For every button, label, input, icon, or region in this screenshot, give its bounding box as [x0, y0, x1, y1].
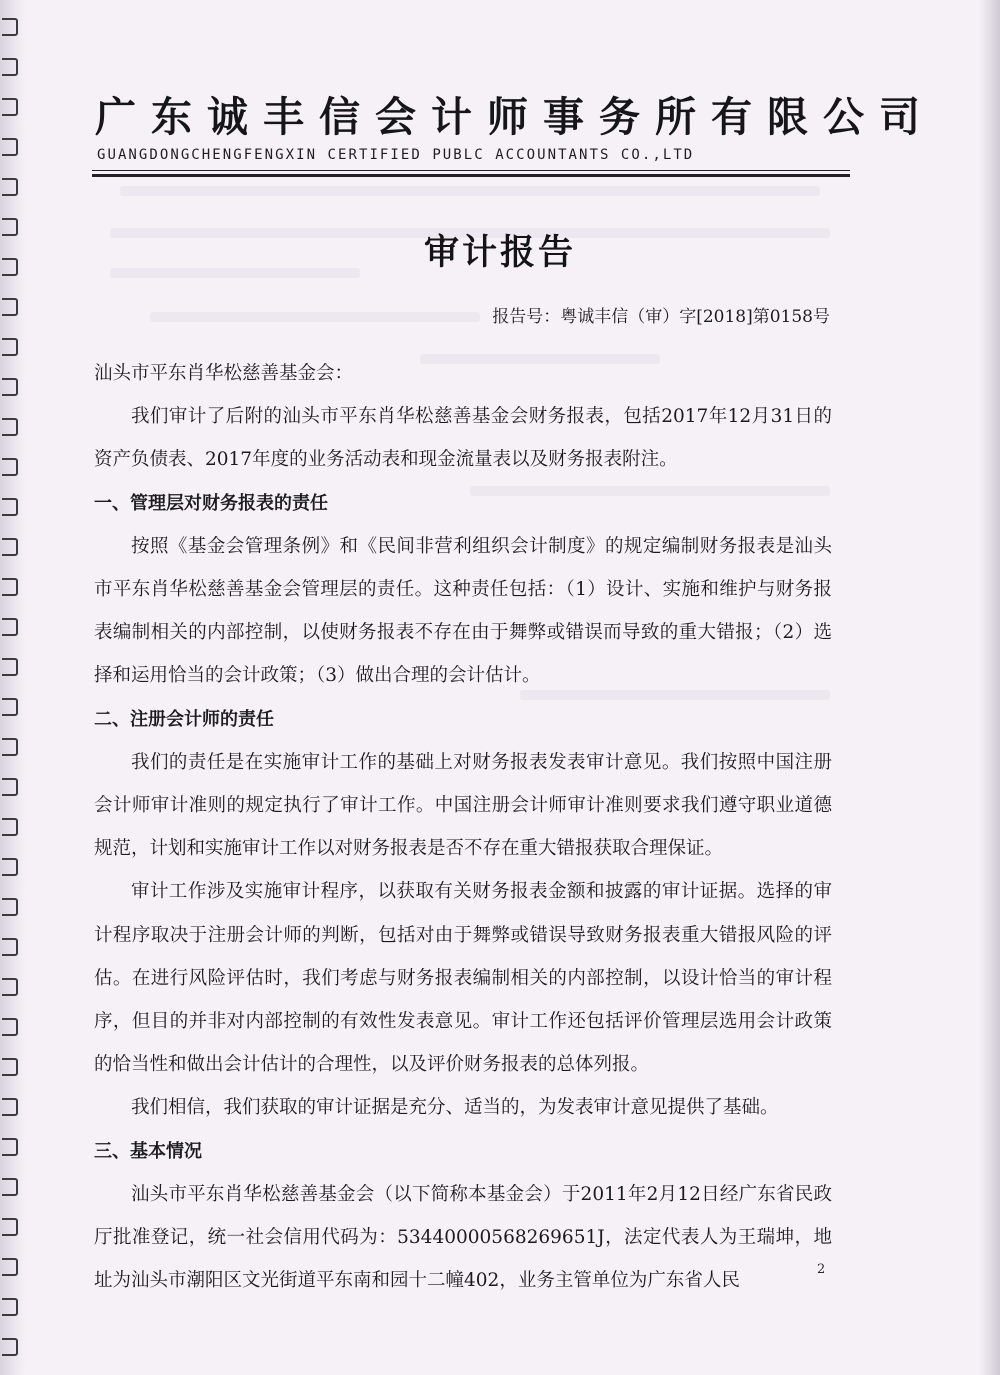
binding-ring — [2, 1138, 18, 1156]
binding-ring — [2, 578, 18, 596]
binding-edge — [0, 0, 26, 1375]
binding-ring — [2, 938, 18, 956]
binding-ring — [2, 178, 18, 196]
binding-ring — [2, 618, 18, 636]
binding-ring — [2, 978, 18, 996]
binding-ring — [2, 818, 18, 836]
bleed-through — [150, 312, 480, 322]
letterhead-rule-thin — [92, 170, 850, 171]
page-number: 2 — [817, 1262, 826, 1277]
binding-ring — [2, 458, 18, 476]
binding-ring — [2, 1298, 18, 1316]
binding-ring — [2, 658, 18, 676]
section-heading: 一、管理层对财务报表的责任 — [94, 492, 328, 514]
section-heading: 三、基本情况 — [94, 1140, 202, 1162]
binding-ring — [2, 1178, 18, 1196]
binding-ring — [2, 378, 18, 396]
paragraph: 按照《基金会管理条例》和《民间非营利组织会计制度》的规定编制财务报表是汕头市平东肖华松慈善基金会管理层的责任。这种责任包括：（1）设计、实施和维护与财务报表编制相关的内部控制，以使财务报表不存在由于舞弊或错误而导致的重大错报；（2）选择和运用恰当的会计政策；（3）做出合理的会计估计。 — [94, 535, 832, 687]
binding-ring — [2, 858, 18, 876]
page-edge-shadow — [978, 0, 1000, 1375]
binding-ring — [2, 738, 18, 756]
report-body — [94, 352, 832, 1302]
firm-name-en: GUANGDONGCHENGFENGXIN CERTIFIED PUBLC ACCOUNTANTS CO.,LTD — [97, 147, 695, 163]
firm-name-cn: 广东诚丰信会计师事务所有限公司 — [95, 93, 935, 141]
document-title: 审计报告 — [423, 233, 576, 273]
paragraph: 审计工作涉及实施审计程序，以获取有关财务报表金额和披露的审计证据。选择的审计程序取决于注册会计师的判断，包括对由于舞弊或错误导致财务报表重大错报风险的评估。在进行风险评估时，我们考虑与财务报表编制相关的内部控制，以设计恰当的审计程序，但目的并非对内部控制的有效性发表意见。审计工作还包括评价管理层选用会计政策的恰当性和做出会计估计的合理性，以及评价财务报表的总体列报。 — [94, 881, 832, 1076]
binding-ring — [2, 1018, 18, 1036]
binding-ring — [2, 98, 18, 116]
intro-paragraph: 我们审计了后附的汕头市平东肖华松慈善基金会财务报表，包括2017年12月31日的资产负债表、2017年度的业务活动表和现金流量表以及财务报表附注。 — [94, 406, 832, 471]
binding-ring — [2, 698, 18, 716]
paragraph: 汕头市平东肖华松慈善基金会（以下简称本基金会）于2011年2月12日经广东省民政厅批准登记，统一社会信用代码为：53440000568269651J，法定代表人为王瑞坤，地址为汕头市潮阳区文光街道平东南和园十二幢402，业务主管单位为广东省人民 — [94, 1183, 832, 1292]
binding-ring — [2, 18, 18, 36]
addressee: 汕头市平东肖华松慈善基金会： — [94, 363, 354, 384]
binding-ring — [2, 778, 18, 796]
binding-ring — [2, 898, 18, 916]
paragraph: 我们相信，我们获取的审计证据是充分、适当的，为发表审计意见提供了基础。 — [131, 1097, 779, 1119]
section-heading: 二、注册会计师的责任 — [94, 708, 274, 730]
binding-ring — [2, 498, 18, 516]
bleed-through — [120, 186, 820, 196]
report-number: 报告号：粤诚丰信（审）字[2018]第0158号 — [492, 307, 830, 327]
binding-ring — [2, 1218, 18, 1236]
binding-ring — [2, 418, 18, 436]
binding-ring — [2, 1258, 18, 1276]
binding-ring — [2, 1058, 18, 1076]
letterhead-rule-thick — [92, 174, 850, 177]
binding-ring — [2, 538, 18, 556]
binding-ring — [2, 1338, 18, 1356]
binding-ring — [2, 138, 18, 156]
binding-ring — [2, 298, 18, 316]
paragraph: 我们的责任是在实施审计工作的基础上对财务报表发表审计意见。我们按照中国注册会计师审计准则的规定执行了审计工作。中国注册会计师审计准则要求我们遵守职业道德规范，计划和实施审计工作以对财务报表是否不存在重大错报获取合理保证。 — [94, 751, 832, 860]
binding-ring — [2, 338, 18, 356]
binding-ring — [2, 1098, 18, 1116]
binding-ring — [2, 58, 18, 76]
